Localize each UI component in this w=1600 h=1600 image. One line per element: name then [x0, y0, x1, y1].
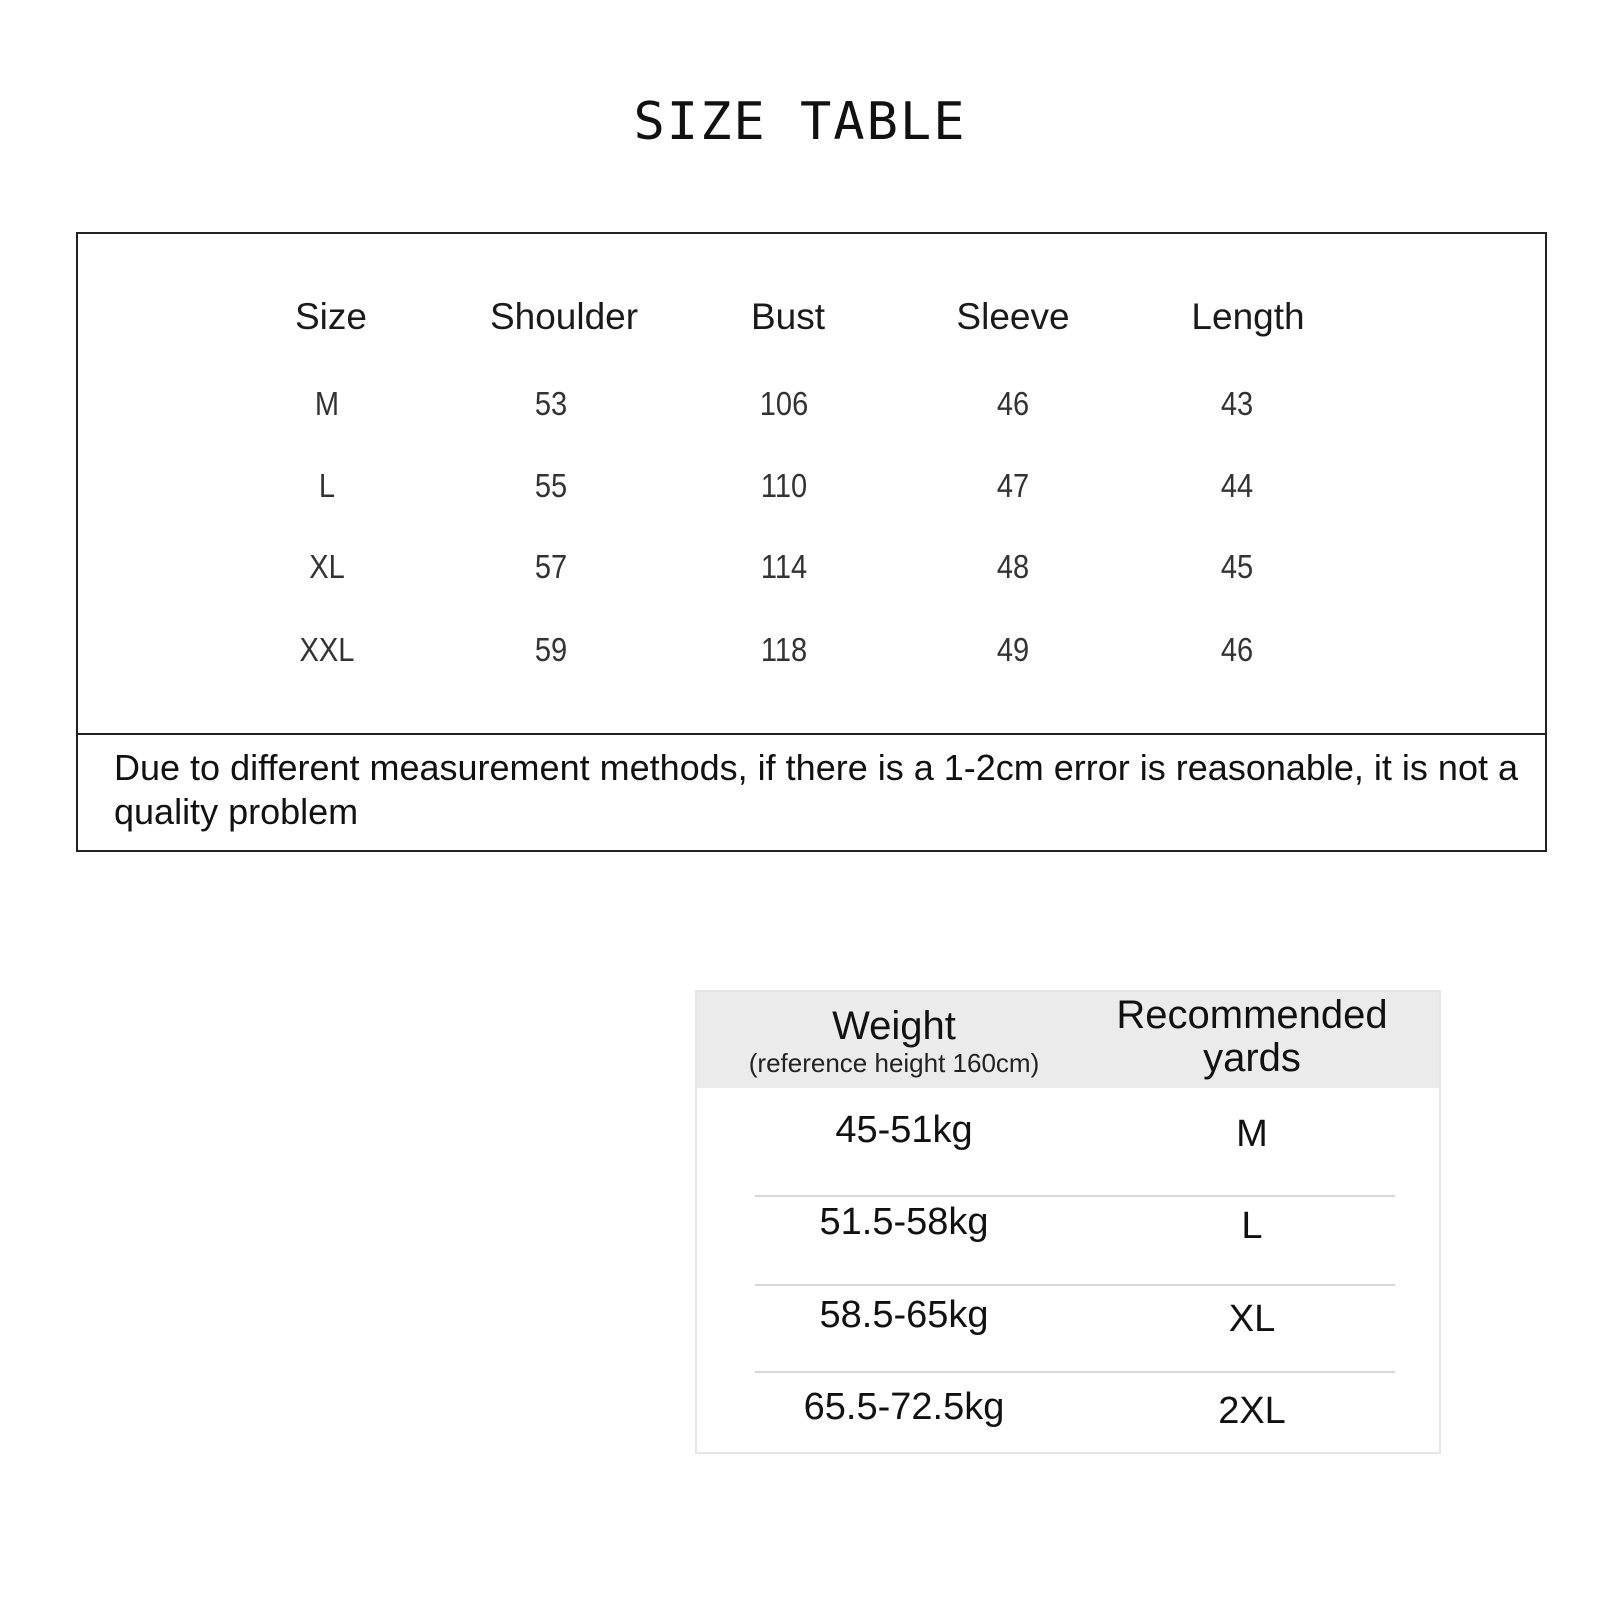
header-weight-label: Weight [832, 1004, 956, 1048]
cell-sleeve: 48 [996, 548, 1030, 585]
cell-sleeve: 47 [996, 467, 1030, 504]
cell-shoulder: 55 [534, 467, 568, 504]
cell-length: 45 [1220, 548, 1254, 585]
header-recommended-line2: yards [1203, 1036, 1301, 1080]
size-table-row [78, 620, 1545, 680]
weight-table-row [697, 1271, 1439, 1359]
header-weight-sub: (reference height 160cm) [748, 1048, 1040, 1078]
cell-shoulder: 53 [534, 385, 568, 422]
cell-weight: 65.5-72.5kg [803, 1386, 1005, 1428]
header-recommended [1116, 992, 1387, 1090]
cell-bust: 106 [759, 385, 809, 422]
cell-weight: 58.5-65kg [819, 1294, 989, 1336]
cell-size: XL [309, 548, 345, 585]
size-table-body [78, 234, 1545, 735]
page-title: SIZE TABLE [633, 92, 967, 152]
cell-weight: 45-51kg [835, 1109, 973, 1151]
header-recommended-line1: Recommended [1116, 993, 1388, 1037]
cell-length: 43 [1220, 385, 1254, 422]
size-table-row [78, 374, 1545, 434]
measurement-note: Due to different measurement methods, if there is a 1-2cm error is reasonable, it is not a quality problem [114, 747, 1518, 832]
header-weight [749, 992, 1039, 1088]
cell-bust: 114 [760, 548, 808, 585]
size-table [76, 232, 1547, 852]
cell-recommended-size: 2XL [1218, 1390, 1286, 1432]
cell-size: L [318, 467, 336, 504]
cell-size: M [314, 385, 340, 422]
cell-recommended-size: L [1241, 1205, 1263, 1247]
cell-bust: 118 [760, 631, 808, 668]
weight-table-row [697, 1178, 1439, 1266]
cell-length: 44 [1220, 467, 1254, 504]
weight-table-row [697, 1363, 1439, 1451]
size-table-row [78, 456, 1545, 516]
header-shoulder: Shoulder [489, 296, 639, 337]
header-length: Length [1191, 296, 1305, 337]
cell-shoulder: 59 [534, 631, 568, 668]
weight-table [695, 990, 1441, 1454]
cell-sleeve: 49 [996, 631, 1030, 668]
weight-table-header [697, 992, 1439, 1088]
weight-table-row [697, 1086, 1439, 1174]
size-table-header-row [78, 287, 1545, 347]
cell-recommended-size: M [1236, 1113, 1268, 1155]
cell-weight: 51.5-58kg [819, 1201, 989, 1243]
cell-sleeve: 46 [996, 385, 1030, 422]
header-bust: Bust [750, 296, 826, 337]
cell-size: XXL [299, 631, 355, 668]
cell-bust: 110 [760, 467, 808, 504]
header-size: Size [295, 296, 367, 337]
cell-recommended-size: XL [1228, 1298, 1276, 1340]
header-sleeve: Sleeve [956, 296, 1070, 337]
cell-length: 46 [1220, 631, 1254, 668]
size-table-row [78, 537, 1545, 597]
cell-shoulder: 57 [534, 548, 568, 585]
